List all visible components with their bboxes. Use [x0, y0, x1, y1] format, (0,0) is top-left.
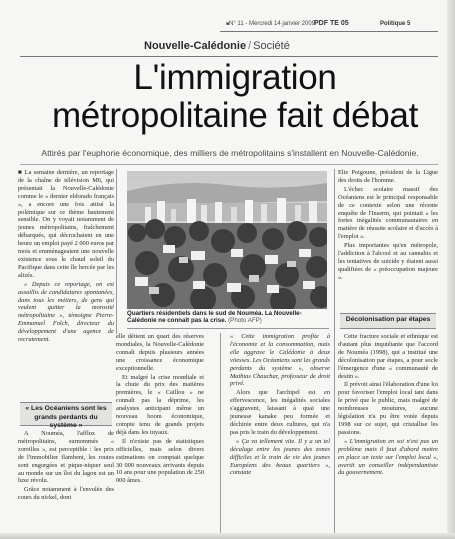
page-edge-right — [447, 0, 455, 539]
column-2 — [116, 333, 204, 486]
headline-line-2: métropolitaine fait débat — [51, 96, 419, 135]
section-separator: / — [248, 40, 252, 52]
paper-name: PDF TE 05 — [314, 20, 349, 27]
paragraph: Cette fracture sociale et ethnique est d'autant plus inquiétante que l'accord de Nouméa (1998), qui a institué une décolonisation par étapes, a pour socle l'émergence d'une « communauté de destin ». — [338, 333, 438, 380]
deck-rule — [20, 164, 438, 165]
headline-line-1: L'immigration — [133, 58, 337, 97]
section-label — [144, 40, 290, 52]
paragraph: Elie Poigoune, président de la Ligue des droits de l'homme. — [338, 169, 438, 184]
paragraph: Grâce notamment à l'envolée des cours du nickel, dont — [18, 486, 114, 502]
paragraph — [338, 438, 438, 478]
section-sub: Société — [253, 40, 290, 52]
paragraph: Il prévoit ainsi l'élaboration d'une loi pour favoriser l'emploi local tant dans le privé que le public, mais malgré de nombreuses moutures, aucune législation n'a pu être votée depuis 1998 sur ce sujet, qui cristallise les passions. — [338, 381, 438, 436]
page-label: Politique 5 — [380, 21, 411, 27]
column-rule — [116, 169, 117, 334]
quote-text: « Cette immigration profite à l'économie et la consommation, mais elle aggrave le Calédonie à deux vitesses. Les Océaniens sont les grands perdants du système », observe Mathias Chauchar, professeur de droit privé. — [230, 333, 330, 388]
section-rule — [20, 56, 438, 57]
paragraph: elle détient un quart des réserves mondiales, la Nouvelle-Calédonie connaît depuis plusieurs années une croissance économique exceptionnelle. — [116, 333, 204, 372]
subhead-oceaniens: « Les Océaniens sont les grands perdants du système » — [20, 402, 112, 426]
header-rule — [220, 31, 438, 32]
photo-credit: (Photo AFP) — [228, 317, 262, 325]
section-name: Nouvelle-Calédonie — [144, 40, 247, 52]
deck: Attirés par l'euphorie économique, des milliers de métropolitains s'installent en Nouvelle-Calédonie. — [41, 148, 419, 158]
column-4 — [338, 169, 438, 283]
paragraph: Plus importantes qu'en métropole, l'addiction à l'alcool et au cannabis et les tentatives de suicide y étaient aussi qualifiées de « préoccupation majeure ». — [338, 242, 438, 281]
noumea-skyline-image — [127, 171, 327, 309]
headline — [40, 59, 430, 135]
paragraph: L'échec scolaire massif des Océaniens est le principal responsable de ce contexte selon une récente enquête de l'Inserm, qui pointait « les fortes inégalités communautaires en matière de réussite scolaire et d'accès à l'emploi ». — [338, 185, 438, 241]
column-4-continued — [338, 333, 438, 478]
paragraph — [230, 438, 330, 478]
photo-caption — [127, 310, 329, 325]
lead-marker: ■ — [18, 169, 25, 176]
paragraph: Il n'existe pas de statistiques officielles, mais selon divers estimations on comptait quelque 30 000 nouveaux arrivants depuis 10 ans pour une population de 250 000 âmes. — [116, 437, 204, 485]
paragraph — [18, 281, 114, 344]
issue-line: ■ N° 11 - Mercredi 14 janvier 2009 — [226, 21, 315, 27]
caption-rule — [127, 328, 329, 329]
paragraph: Alors que l'archipel est en effervescence, les inégalités sociales s'aggravent, laissant à quai une jeunesse kanake peu formée et déchirée entre deux cultures, qui n'a pas pris le train du développement. — [230, 389, 330, 436]
quote-text: « L'immigration en soi n'est pas un problème mais il faut d'abord mettre en place un texte sur l'emploi local », avertit un conseiller indépendantiste du gouvernement. — [338, 437, 438, 477]
paragraph — [230, 333, 330, 388]
page-edge-bottom — [0, 533, 455, 539]
quote-text: « Depuis ce reportage, on est assaillis de candidatures spontanées, dans tous les métiers, de gens qui veulent quitter la morosité métropolitaine », témoigne Pierre-Emmanuel Folch, directeur du développement d'une agence de recrutement. — [18, 280, 114, 344]
column-1 — [18, 169, 114, 345]
column-rule — [334, 169, 335, 533]
paragraph: A Nouméa, l'afflux de métropolitains, surnommés « zoreilles », est perceptible : les prix de l'immobilier flambent, les routes sont engorgées et pique-niquer seul au monde sur un îlot du lagon est un luxe révolu. — [18, 430, 114, 485]
city-photo — [127, 171, 327, 309]
column-rule — [220, 333, 221, 533]
paragraph-text: La semaine dernière, un reportage de la chaîne de télévision M6, qui présentait la Nouvelle-Calédonie comme le « dernier eldorado français », a encore une fois attisé la polémique sur ce thème hautement sensible. On y voyait notamment de jeunes métropolitains, fraîchement débarqués, qui décrochaient en une heure un emploi payé 2 000 euros par mois et emménageaient une nouvelle existence sous le chaud soleil du Pacifique dans cette île bercée par les alizés. — [18, 169, 115, 279]
column-3 — [230, 333, 330, 478]
paragraph — [18, 169, 114, 280]
caption-text: Quartiers résidentiels dans le sud de Nouméa. La Nouvelle-Calédonie ne connaît pas la crise. — [127, 310, 302, 325]
column-1-continued — [18, 430, 114, 503]
paragraph: Et malgré la crise mondiale et la chute du prix des matières premières, le « Caillou » ne connaît pas la déprime, les analystes anticipant même un nouveau boom économique, compte tenu de grands projets déjà dans les tuyaux. — [116, 373, 204, 436]
quote-text: « Ça va tellement vite. Il y a un tel décalage entre les jeunes des zones difficiles et le train de vie des jeunes Européens des beaux quartiers », constate — [230, 437, 330, 477]
subhead-decolonisation: Décolonisation par étapes — [340, 313, 436, 329]
page-header — [0, 18, 455, 30]
